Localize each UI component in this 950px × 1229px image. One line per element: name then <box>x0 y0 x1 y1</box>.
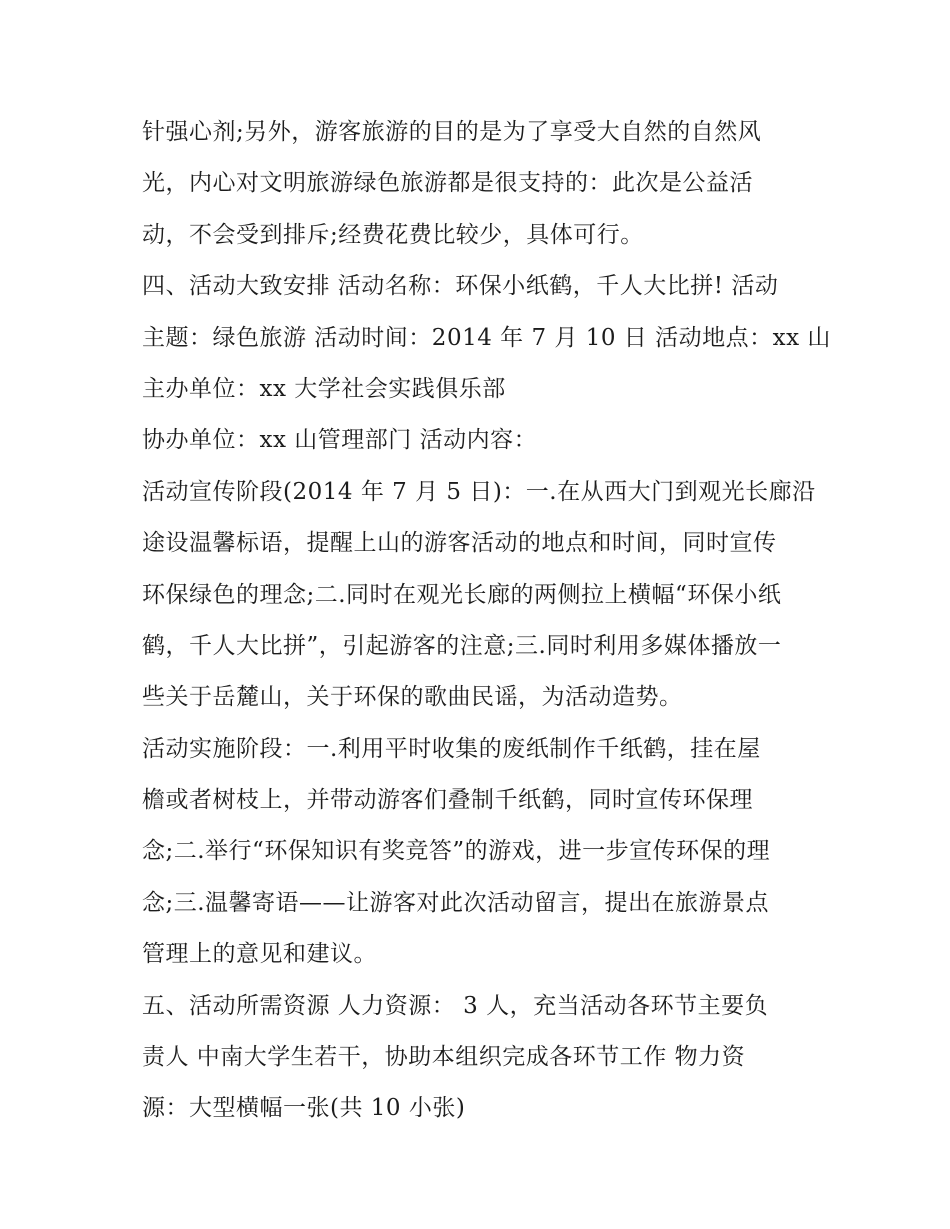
text-line: 动，不会受到排斥;经费花费比较少，具体可行。 <box>142 221 644 248</box>
text-line: 五、活动所需资源 人力资源： 3 人，充当活动各环节主要负 <box>142 992 769 1019</box>
text-line: 活动宣传阶段(2014 年 7 月 5 日)：一.在从西大门到观光长廊沿 <box>142 478 816 505</box>
document-body <box>142 107 831 1135</box>
text-line: 念;二.举行“环保知识有奖竞答”的游戏，进一步宣传环保的理 <box>142 838 771 865</box>
text-line: 环保绿色的理念;二.同时在观光长廊的两侧拉上横幅“环保小纸 <box>142 581 782 608</box>
text-line: 主题：绿色旅游 活动时间：2014 年 7 月 10 日 活动地点：xx 山 <box>142 324 831 351</box>
text-line: 源：大型横幅一张(共 10 小张) <box>142 1095 466 1122</box>
text-line: 些关于岳麓山，关于环保的歌曲民谣，为活动造势。 <box>142 684 683 711</box>
text-line: 途设温馨标语，提醒上山的游客活动的地点和时间，同时宣传 <box>142 530 777 557</box>
text-line: 活动实施阶段：一.利用平时收集的废纸制作千纸鹤，挂在屋 <box>142 735 761 762</box>
text-line: 光，内心对文明旅游绿色旅游都是很支持的：此次是公益活 <box>142 170 753 197</box>
text-line: 主办单位：xx 大学社会实践俱乐部 <box>142 375 506 402</box>
text-line: 鹤，千人大比拼”，引起游客的注意;三.同时利用多媒体播放一 <box>142 632 782 659</box>
text-line: 责人 中南大学生若干，协助本组织完成各环节工作 物力资 <box>142 1044 746 1071</box>
text-line: 针强心剂;另外，游客旅游的目的是为了享受大自然的自然风 <box>142 119 762 145</box>
text-line: 四、活动大致安排 活动名称：环保小纸鹤，千人大比拼! 活动 <box>142 273 779 300</box>
text-line: 管理上的意见和建议。 <box>142 941 377 968</box>
text-line: 协办单位：xx 山管理部门 活动内容： <box>142 427 538 454</box>
text-line: 念;三.温馨寄语——让游客对此次活动留言，提出在旅游景点 <box>142 889 770 916</box>
text-line: 檐或者树枝上，并带动游客们叠制千纸鹤，同时宣传环保理 <box>142 787 753 814</box>
